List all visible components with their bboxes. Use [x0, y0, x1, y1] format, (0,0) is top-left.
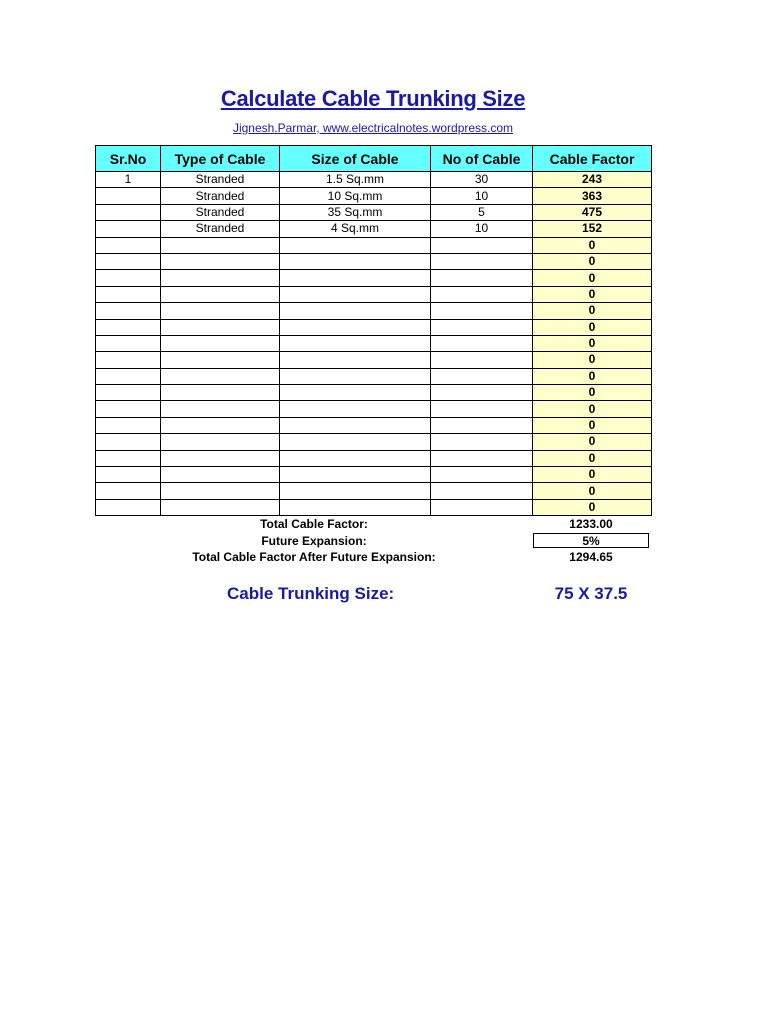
table-row [96, 499, 652, 515]
cable-factor-cell[interactable]: 363 [533, 188, 652, 204]
sr-no-cell[interactable] [96, 401, 161, 417]
table-row [96, 270, 652, 286]
sr-no-cell[interactable] [96, 188, 161, 204]
total-cable-factor-label: Total Cable Factor: [260, 517, 368, 531]
header-size-of-cable: Size of Cable [280, 146, 431, 172]
sr-no-cell[interactable] [96, 434, 161, 450]
page-title: Calculate Cable Trunking Size [220, 86, 526, 111]
no-of-cable-cell[interactable] [431, 352, 533, 368]
cable-factor-cell[interactable]: 0 [533, 335, 652, 351]
cable-factor-cell[interactable]: 0 [533, 467, 652, 483]
type-of-cable-cell[interactable]: Stranded [161, 204, 280, 220]
sr-no-cell[interactable] [96, 286, 161, 302]
table-row [96, 204, 652, 220]
cable-factor-cell[interactable]: 0 [533, 319, 652, 335]
type-of-cable-cell[interactable] [161, 434, 280, 450]
cable-factor-cell[interactable]: 0 [533, 499, 652, 515]
size-of-cable-cell[interactable] [280, 237, 431, 253]
table-row [96, 368, 652, 384]
header-sr-no: Sr.No [96, 146, 161, 172]
cable-factor-cell[interactable]: 0 [533, 483, 652, 499]
size-of-cable-cell[interactable]: 35 Sq.mm [280, 204, 431, 220]
size-of-cable-cell[interactable] [280, 401, 431, 417]
type-of-cable-cell[interactable] [161, 417, 280, 433]
size-of-cable-cell[interactable] [280, 499, 431, 515]
cable-factor-cell[interactable]: 152 [533, 221, 652, 237]
table-row [96, 335, 652, 351]
author-link[interactable]: Jignesh.Parmar, www.electricalnotes.wordpress.com [232, 121, 514, 135]
table-row [96, 188, 652, 204]
cable-factor-cell[interactable]: 0 [533, 237, 652, 253]
no-of-cable-cell[interactable] [431, 401, 533, 417]
table-row [96, 401, 652, 417]
sr-no-cell[interactable] [96, 450, 161, 466]
sr-no-cell[interactable] [96, 335, 161, 351]
trunking-size-value: 75 X 37.5 [554, 584, 628, 603]
sr-no-cell[interactable] [96, 319, 161, 335]
size-of-cable-cell[interactable] [280, 385, 431, 401]
sr-no-cell[interactable]: 1 [96, 172, 161, 188]
type-of-cable-cell[interactable]: Stranded [161, 172, 280, 188]
no-of-cable-cell[interactable] [431, 335, 533, 351]
size-of-cable-cell[interactable] [280, 286, 431, 302]
sr-no-cell[interactable] [96, 417, 161, 433]
total-after-expansion-value: 1294.65 [569, 550, 613, 564]
table-row [96, 286, 652, 302]
size-of-cable-cell[interactable] [280, 303, 431, 319]
type-of-cable-cell[interactable] [161, 499, 280, 515]
size-of-cable-cell[interactable] [280, 335, 431, 351]
header-type-of-cable: Type of Cable [161, 146, 280, 172]
trunking-size-label: Cable Trunking Size: [227, 584, 395, 603]
sr-no-cell[interactable] [96, 270, 161, 286]
cable-factor-cell[interactable]: 0 [533, 434, 652, 450]
no-of-cable-cell[interactable] [431, 385, 533, 401]
no-of-cable-cell[interactable] [431, 467, 533, 483]
size-of-cable-cell[interactable] [280, 352, 431, 368]
size-of-cable-cell[interactable] [280, 368, 431, 384]
no-of-cable-cell[interactable] [431, 499, 533, 515]
total-cable-factor-value: 1233.00 [569, 517, 613, 531]
type-of-cable-cell[interactable] [161, 467, 280, 483]
no-of-cable-cell[interactable]: 10 [431, 221, 533, 237]
cable-factor-cell[interactable]: 0 [533, 450, 652, 466]
type-of-cable-cell[interactable] [161, 483, 280, 499]
type-of-cable-cell[interactable] [161, 303, 280, 319]
sr-no-cell[interactable] [96, 221, 161, 237]
cable-factor-cell[interactable]: 0 [533, 385, 652, 401]
table-row [96, 450, 652, 466]
cable-factor-cell[interactable]: 243 [533, 172, 652, 188]
type-of-cable-cell[interactable] [161, 237, 280, 253]
size-of-cable-cell[interactable] [280, 253, 431, 269]
type-of-cable-cell[interactable] [161, 385, 280, 401]
sr-no-cell[interactable] [96, 467, 161, 483]
header-no-of-cable: No of Cable [431, 146, 533, 172]
no-of-cable-cell[interactable] [431, 303, 533, 319]
header-cable-factor: Cable Factor [533, 146, 652, 172]
no-of-cable-cell[interactable]: 10 [431, 188, 533, 204]
table-row [96, 253, 652, 269]
type-of-cable-cell[interactable]: Stranded [161, 221, 280, 237]
sr-no-cell[interactable] [96, 483, 161, 499]
no-of-cable-cell[interactable] [431, 237, 533, 253]
table-header-row [96, 146, 652, 172]
sr-no-cell[interactable] [96, 385, 161, 401]
size-of-cable-cell[interactable] [280, 467, 431, 483]
no-of-cable-cell[interactable] [431, 434, 533, 450]
type-of-cable-cell[interactable] [161, 352, 280, 368]
sr-no-cell[interactable] [96, 204, 161, 220]
no-of-cable-cell[interactable] [431, 368, 533, 384]
table-row [96, 385, 652, 401]
table-row [96, 221, 652, 237]
no-of-cable-cell[interactable] [431, 253, 533, 269]
no-of-cable-cell[interactable] [431, 286, 533, 302]
future-expansion-input[interactable]: 5% [533, 533, 649, 548]
type-of-cable-cell[interactable] [161, 401, 280, 417]
sr-no-cell[interactable] [96, 253, 161, 269]
size-of-cable-cell[interactable] [280, 270, 431, 286]
sr-no-cell[interactable] [96, 237, 161, 253]
size-of-cable-cell[interactable]: 4 Sq.mm [280, 221, 431, 237]
table-row [96, 237, 652, 253]
no-of-cable-cell[interactable] [431, 270, 533, 286]
table-row [96, 483, 652, 499]
no-of-cable-cell[interactable]: 5 [431, 204, 533, 220]
cable-factor-cell[interactable]: 0 [533, 286, 652, 302]
table-row [96, 319, 652, 335]
sr-no-cell[interactable] [96, 499, 161, 515]
sr-no-cell[interactable] [96, 368, 161, 384]
no-of-cable-cell[interactable] [431, 483, 533, 499]
cable-factor-cell[interactable]: 0 [533, 270, 652, 286]
table-row [96, 352, 652, 368]
table-body [96, 172, 652, 516]
cable-table [95, 145, 652, 516]
size-of-cable-cell[interactable]: 10 Sq.mm [280, 188, 431, 204]
no-of-cable-cell[interactable] [431, 417, 533, 433]
no-of-cable-cell[interactable] [431, 319, 533, 335]
sr-no-cell[interactable] [96, 303, 161, 319]
total-after-expansion-label: Total Cable Factor After Future Expansion: [192, 550, 436, 564]
table-row [96, 434, 652, 450]
cable-factor-cell[interactable]: 0 [533, 401, 652, 417]
type-of-cable-cell[interactable] [161, 253, 280, 269]
size-of-cable-cell[interactable] [280, 434, 431, 450]
type-of-cable-cell[interactable] [161, 319, 280, 335]
table-row [96, 417, 652, 433]
cable-factor-cell[interactable]: 0 [533, 253, 652, 269]
type-of-cable-cell[interactable] [161, 286, 280, 302]
type-of-cable-cell[interactable] [161, 368, 280, 384]
type-of-cable-cell[interactable] [161, 450, 280, 466]
cable-factor-cell[interactable]: 0 [533, 303, 652, 319]
type-of-cable-cell[interactable] [161, 335, 280, 351]
size-of-cable-cell[interactable]: 1.5 Sq.mm [280, 172, 431, 188]
cable-factor-cell[interactable]: 0 [533, 352, 652, 368]
size-of-cable-cell[interactable] [280, 450, 431, 466]
type-of-cable-cell[interactable] [161, 270, 280, 286]
size-of-cable-cell[interactable] [280, 417, 431, 433]
cable-factor-cell[interactable]: 0 [533, 368, 652, 384]
table-row [96, 467, 652, 483]
future-expansion-label: Future Expansion: [261, 534, 367, 548]
type-of-cable-cell[interactable]: Stranded [161, 188, 280, 204]
no-of-cable-cell[interactable] [431, 450, 533, 466]
sr-no-cell[interactable] [96, 352, 161, 368]
table-row [96, 172, 652, 188]
no-of-cable-cell[interactable]: 30 [431, 172, 533, 188]
cable-factor-cell[interactable]: 0 [533, 417, 652, 433]
cable-factor-cell[interactable]: 475 [533, 204, 652, 220]
table-row [96, 303, 652, 319]
size-of-cable-cell[interactable] [280, 319, 431, 335]
size-of-cable-cell[interactable] [280, 483, 431, 499]
